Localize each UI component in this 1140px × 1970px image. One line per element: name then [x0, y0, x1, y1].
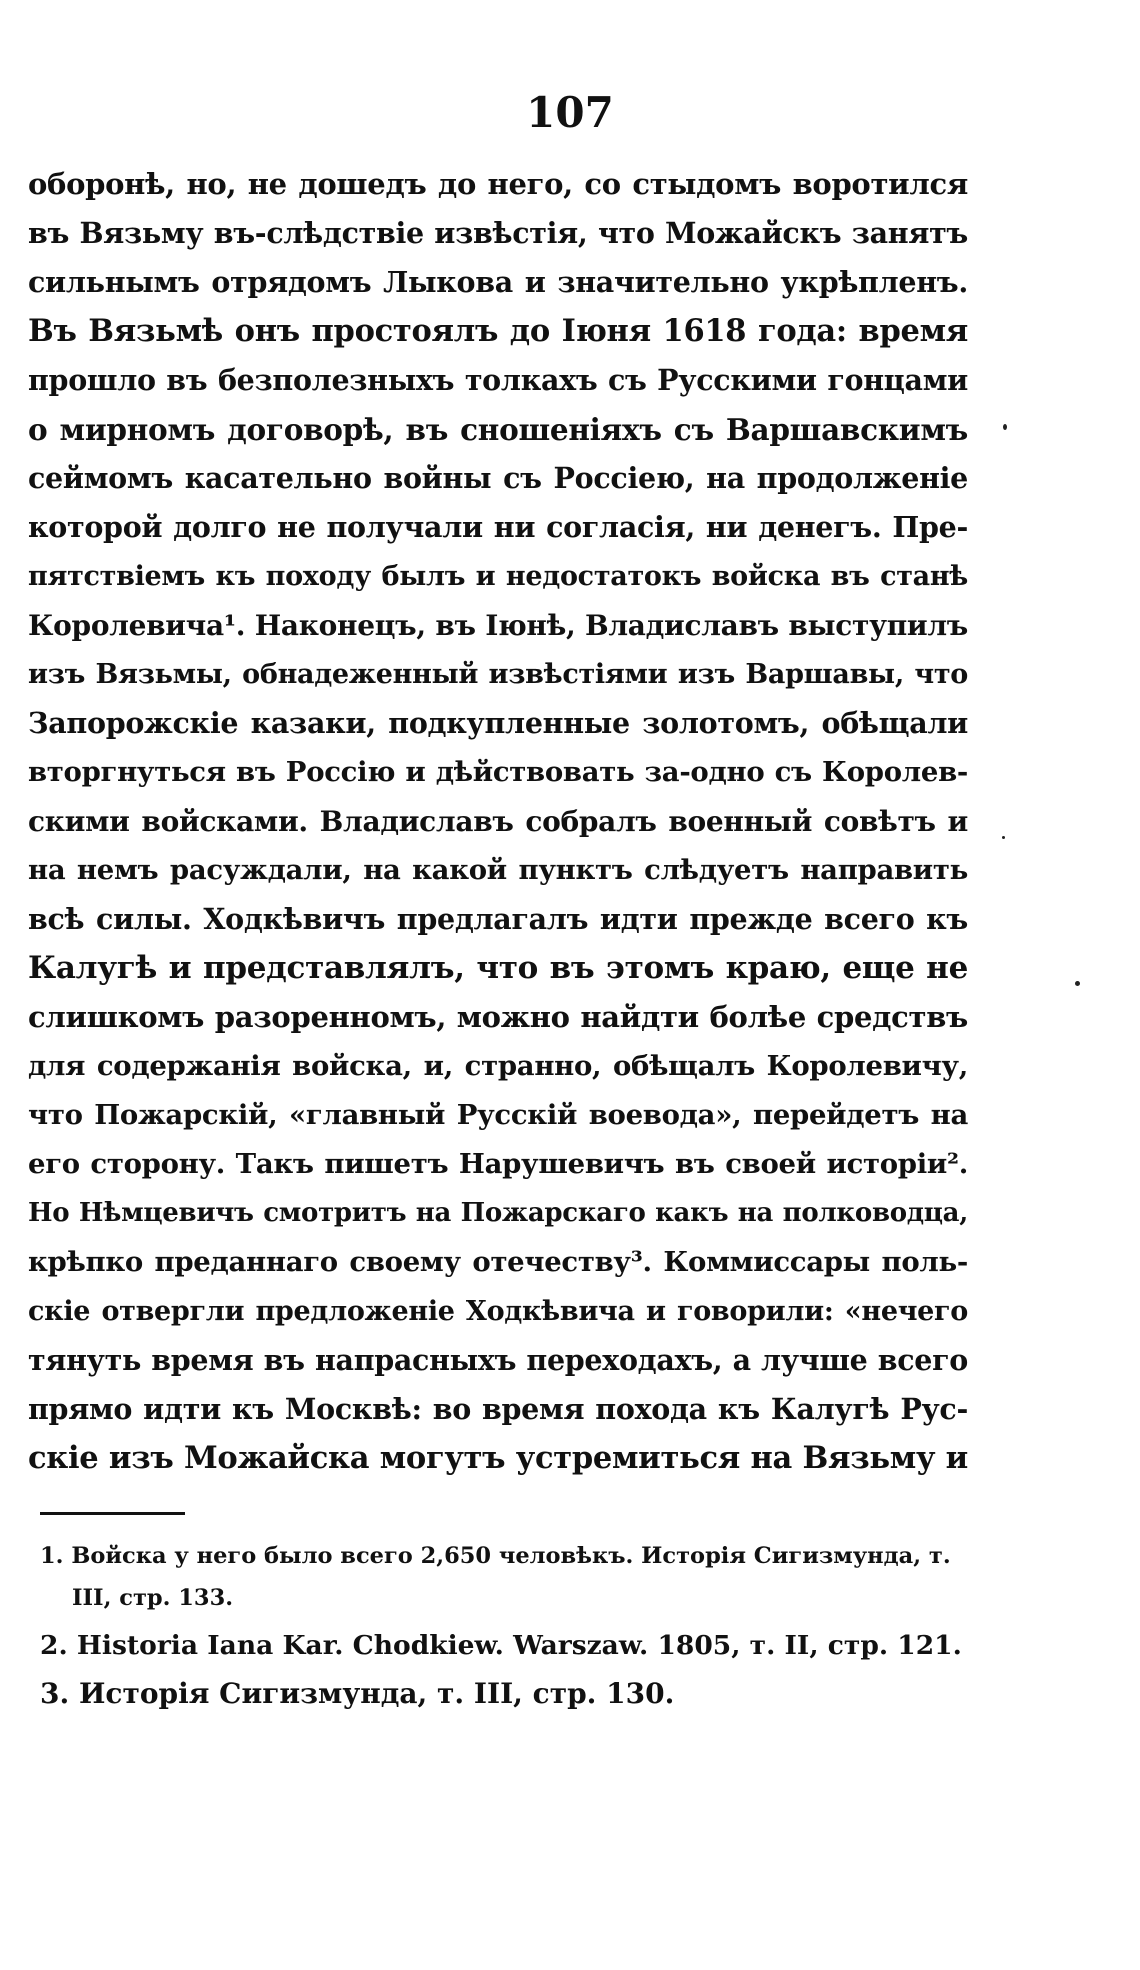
- text-line: прошло въ безполезныхъ толкахъ съ Русскими гонцами: [28, 363, 968, 397]
- text-line: для содержанія войска, и, странно, обѣщалъ Королевичу,: [28, 1050, 968, 1082]
- text-line: пятствіемъ къ походу былъ и недостатокъ войска въ станѣ: [28, 561, 968, 592]
- text-line: тянуть время въ напрасныхъ переходахъ, а лучше всего: [28, 1343, 968, 1377]
- text-line: Калугѣ и представлялъ, что въ этомъ краю, еще не: [28, 950, 968, 986]
- text-line: скіе изъ Можайска могутъ устремиться на Вязьму и: [28, 1440, 968, 1476]
- scan-speck: [1003, 424, 1007, 430]
- text-line: скими войсками. Владиславъ собралъ военный совѣтъ и: [28, 805, 968, 838]
- footnote-3: [40, 1673, 970, 1715]
- text-line: скіе отвергли предложеніе Ходкѣвича и говорили: «нечего: [28, 1296, 968, 1327]
- footnote-divider: [40, 1512, 185, 1515]
- text-line: Запорожскіе казаки, подкупленные золотомъ, обѣщали: [28, 706, 968, 740]
- text-line: вторгнуться въ Россію и дѣйствовать за-одно съ Королев-: [28, 756, 968, 788]
- footnote-text-continued: III, стр. 133.: [72, 1585, 234, 1611]
- text-line: что Пожарскій, «главный Русскій воевода», перейдетъ на: [28, 1099, 968, 1131]
- text-line: прямо идти къ Москвѣ: во время похода къ Калугѣ Рус-: [28, 1392, 968, 1426]
- text-line: сеймомъ касательно войны съ Россіею, на продолженіе: [28, 461, 968, 495]
- footnote-text: 1. Войска у него было всего 2,650 человѣкъ. Исторія Сигизмунда, т.: [40, 1543, 951, 1569]
- footnote-text: 3. Исторія Сигизмунда, т. III, стр. 130.: [40, 1677, 675, 1710]
- text-line: всѣ силы. Ходкѣвичъ предлагалъ идти прежде всего къ: [28, 902, 968, 936]
- footnotes: [40, 1535, 970, 1715]
- scan-speck: [1002, 836, 1005, 839]
- page-number: 107: [526, 88, 614, 137]
- text-line: его сторону. Такъ пишетъ Нарушевичъ въ своей исторіи².: [28, 1148, 968, 1180]
- text-line: Въ Вязьмѣ онъ простоялъ до Іюня 1618 года: время: [28, 313, 968, 349]
- text-line: оборонѣ, но, не дошедъ до него, со стыдомъ воротился: [28, 167, 968, 201]
- scan-speck: [1075, 981, 1080, 986]
- text-line: слишкомъ разоренномъ, можно найдти болѣе средствъ: [28, 1000, 968, 1034]
- text-line: крѣпко преданнаго своему отечеству³. Коммиссары поль-: [28, 1246, 968, 1278]
- footnote-1: [40, 1535, 970, 1619]
- text-line: о мирномъ договорѣ, въ сношеніяхъ съ Варшавскимъ: [28, 412, 968, 447]
- text-line: Королевича¹. Наконецъ, въ Іюнѣ, Владиславъ выступилъ: [28, 609, 968, 642]
- text-line: въ Вязьму въ-слѣдствіе извѣстія, что Можайскъ занятъ: [28, 216, 968, 250]
- text-line: сильнымъ отрядомъ Лыкова и значительно укрѣпленъ.: [28, 265, 968, 299]
- text-line: Но Нѣмцевичъ смотритъ на Пожарскаго какъ на полководца,: [28, 1198, 968, 1228]
- footnote-text: 2. Historia Iana Kar. Chodkiew. Warszaw. 1805, т. II, стр. 121.: [40, 1630, 962, 1661]
- text-line: которой долго не получали ни согласія, ни денегъ. Пре-: [28, 510, 968, 544]
- body-text: [28, 160, 968, 1483]
- text-line: изъ Вязьмы, обнадеженный извѣстіями изъ Варшавы, что: [28, 659, 968, 690]
- text-line: на немъ расуждали, на какой пунктъ слѣдуетъ направить: [28, 854, 968, 886]
- footnote-2: [40, 1625, 970, 1667]
